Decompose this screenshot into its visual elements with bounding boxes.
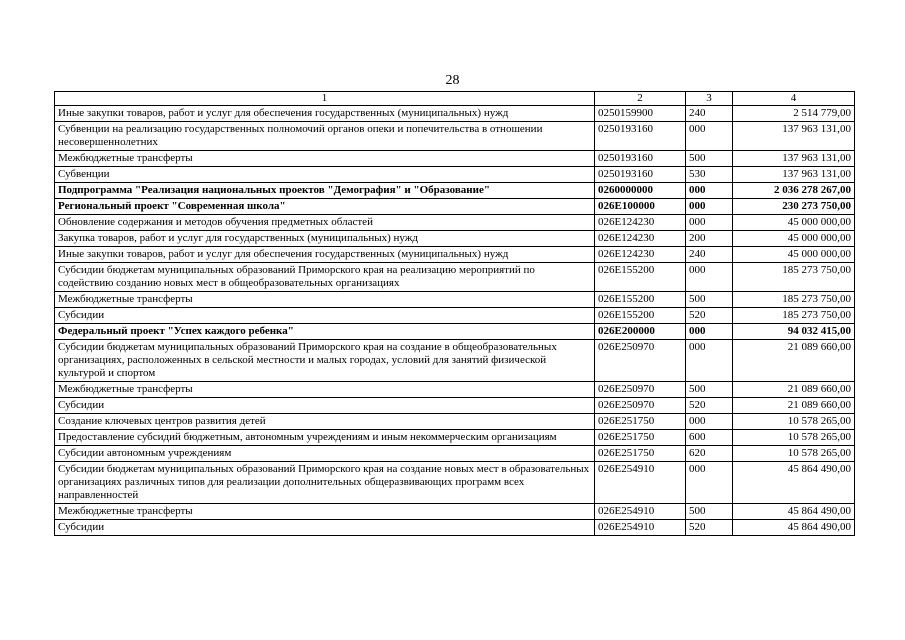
row-name: Субсидии бюджетам муниципальных образований Приморского края на реализацию мероприятий по содействию созданию новых мест в общеобразовательных организациях <box>55 263 595 292</box>
row-amount: 94 032 415,00 <box>733 324 855 340</box>
table-row <box>55 382 855 398</box>
row-type: 520 <box>686 520 733 536</box>
row-amount: 2 036 278 267,00 <box>733 183 855 199</box>
row-type: 530 <box>686 167 733 183</box>
row-amount: 185 273 750,00 <box>733 308 855 324</box>
row-name: Субсидии бюджетам муниципальных образований Приморского края на создание новых мест в образовательных организациях различных типов для реализации дополнительных общеразвивающих программ всех направленностей <box>55 462 595 504</box>
column-header-type: 3 <box>686 92 733 106</box>
row-type: 000 <box>686 215 733 231</box>
row-type: 000 <box>686 340 733 382</box>
table-row <box>55 199 855 215</box>
row-code: 026E124230 <box>595 247 686 263</box>
row-name: Субсидии <box>55 308 595 324</box>
row-name: Субсидии бюджетам муниципальных образований Приморского края на создание в общеобразовательных организациях, расположенных в сельской местности и малых городах, условий для занятий физической культурой и спортом <box>55 340 595 382</box>
table-body <box>55 106 855 536</box>
table-row <box>55 430 855 446</box>
table-row <box>55 324 855 340</box>
row-amount: 10 578 265,00 <box>733 446 855 462</box>
row-code: 0250193160 <box>595 151 686 167</box>
row-amount: 45 000 000,00 <box>733 215 855 231</box>
row-amount: 45 864 490,00 <box>733 504 855 520</box>
row-name: Межбюджетные трансферты <box>55 504 595 520</box>
row-type: 500 <box>686 504 733 520</box>
row-code: 026E155200 <box>595 292 686 308</box>
column-header-name: 1 <box>55 92 595 106</box>
row-amount: 185 273 750,00 <box>733 292 855 308</box>
row-code: 026E254910 <box>595 504 686 520</box>
row-amount: 137 963 131,00 <box>733 122 855 151</box>
row-type: 500 <box>686 382 733 398</box>
table-row <box>55 247 855 263</box>
row-name: Подпрограмма "Реализация национальных проектов "Демография" и "Образование" <box>55 183 595 199</box>
row-amount: 137 963 131,00 <box>733 151 855 167</box>
row-type: 620 <box>686 446 733 462</box>
row-name: Обновление содержания и методов обучения предметных областей <box>55 215 595 231</box>
row-name: Федеральный проект "Успех каждого ребенка" <box>55 324 595 340</box>
row-type: 240 <box>686 247 733 263</box>
table-row <box>55 167 855 183</box>
column-header-amount: 4 <box>733 92 855 106</box>
row-name: Региональный проект "Современная школа" <box>55 199 595 215</box>
row-name: Иные закупки товаров, работ и услуг для обеспечения государственных (муниципальных) нужд <box>55 106 595 122</box>
row-name: Субсидии автономным учреждениям <box>55 446 595 462</box>
row-amount: 10 578 265,00 <box>733 430 855 446</box>
table-row <box>55 106 855 122</box>
row-code: 026E250970 <box>595 398 686 414</box>
table-row <box>55 151 855 167</box>
row-type: 000 <box>686 122 733 151</box>
column-header-code: 2 <box>595 92 686 106</box>
row-amount: 21 089 660,00 <box>733 382 855 398</box>
table-row <box>55 462 855 504</box>
row-amount: 45 864 490,00 <box>733 520 855 536</box>
row-code: 026E155200 <box>595 308 686 324</box>
table-row <box>55 122 855 151</box>
row-type: 000 <box>686 324 733 340</box>
row-code: 026E251750 <box>595 414 686 430</box>
row-type: 520 <box>686 308 733 324</box>
table-row <box>55 446 855 462</box>
row-name: Субвенции <box>55 167 595 183</box>
row-amount: 45 864 490,00 <box>733 462 855 504</box>
row-type: 240 <box>686 106 733 122</box>
row-code: 0250193160 <box>595 122 686 151</box>
table-row <box>55 292 855 308</box>
page-number: 28 <box>445 73 460 88</box>
row-type: 500 <box>686 292 733 308</box>
table-header-row <box>55 92 855 106</box>
row-name: Субсидии <box>55 398 595 414</box>
row-name: Закупка товаров, работ и услуг для государственных (муниципальных) нужд <box>55 231 595 247</box>
row-name: Предоставление субсидий бюджетным, автономным учреждениям и иным некоммерческим организациям <box>55 430 595 446</box>
row-name: Создание ключевых центров развития детей <box>55 414 595 430</box>
table-row <box>55 520 855 536</box>
row-type: 500 <box>686 151 733 167</box>
row-code: 026E254910 <box>595 462 686 504</box>
row-name: Межбюджетные трансферты <box>55 382 595 398</box>
row-amount: 21 089 660,00 <box>733 398 855 414</box>
row-code: 026E254910 <box>595 520 686 536</box>
row-code: 0260000000 <box>595 183 686 199</box>
row-type: 520 <box>686 398 733 414</box>
table-row <box>55 215 855 231</box>
table-row <box>55 340 855 382</box>
row-amount: 2 514 779,00 <box>733 106 855 122</box>
row-name: Иные закупки товаров, работ и услуг для обеспечения государственных (муниципальных) нужд <box>55 247 595 263</box>
row-code: 026E251750 <box>595 446 686 462</box>
row-type: 000 <box>686 414 733 430</box>
table-row <box>55 183 855 199</box>
row-amount: 185 273 750,00 <box>733 263 855 292</box>
row-type: 200 <box>686 231 733 247</box>
table-row <box>55 504 855 520</box>
row-code: 026E250970 <box>595 340 686 382</box>
row-code: 026E250970 <box>595 382 686 398</box>
row-code: 0250193160 <box>595 167 686 183</box>
row-code: 026E124230 <box>595 231 686 247</box>
row-amount: 137 963 131,00 <box>733 167 855 183</box>
row-type: 000 <box>686 263 733 292</box>
table-row <box>55 308 855 324</box>
row-name: Субсидии <box>55 520 595 536</box>
row-name: Субвенции на реализацию государственных полномочий органов опеки и попечительства в отношении несовершеннолетних <box>55 122 595 151</box>
row-type: 000 <box>686 462 733 504</box>
row-type: 600 <box>686 430 733 446</box>
row-name: Межбюджетные трансферты <box>55 292 595 308</box>
row-amount: 21 089 660,00 <box>733 340 855 382</box>
table-row <box>55 231 855 247</box>
row-code: 026E251750 <box>595 430 686 446</box>
table-row <box>55 263 855 292</box>
row-type: 000 <box>686 183 733 199</box>
row-amount: 45 000 000,00 <box>733 247 855 263</box>
row-amount: 10 578 265,00 <box>733 414 855 430</box>
row-name: Межбюджетные трансферты <box>55 151 595 167</box>
row-type: 000 <box>686 199 733 215</box>
row-code: 026E124230 <box>595 215 686 231</box>
table-row <box>55 414 855 430</box>
row-code: 0250159900 <box>595 106 686 122</box>
row-code: 026E200000 <box>595 324 686 340</box>
row-code: 026E100000 <box>595 199 686 215</box>
row-amount: 45 000 000,00 <box>733 231 855 247</box>
row-amount: 230 273 750,00 <box>733 199 855 215</box>
budget-table <box>54 91 855 536</box>
table-row <box>55 398 855 414</box>
row-code: 026E155200 <box>595 263 686 292</box>
